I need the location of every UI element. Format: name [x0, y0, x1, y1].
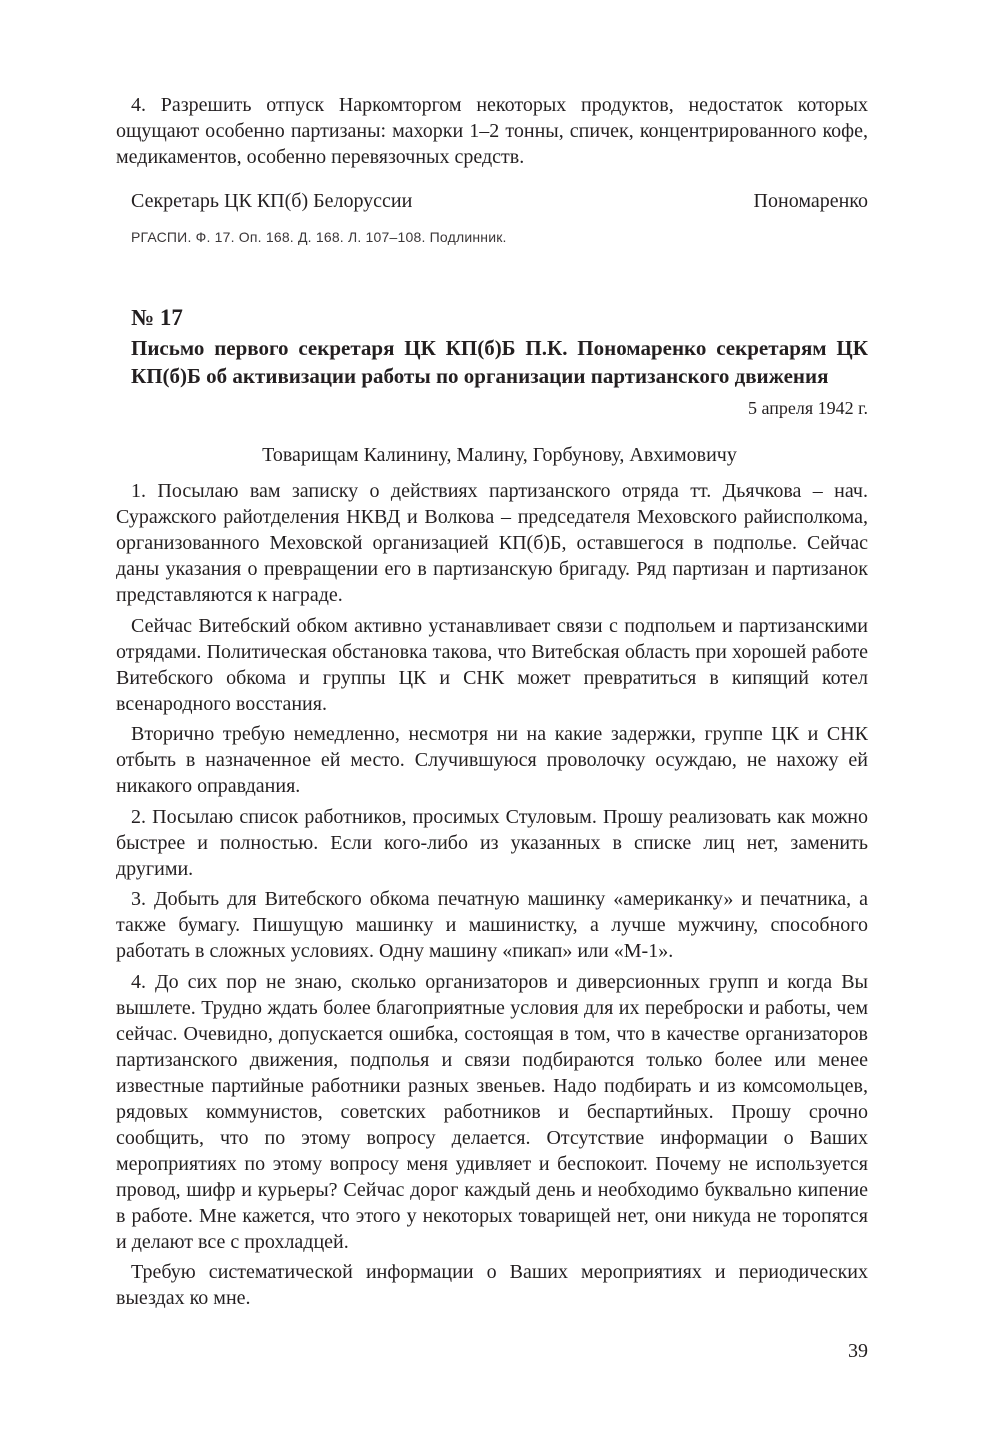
book-page: [116, 92, 868, 1316]
body-paragraph: Вторично требую немедленно, несмотря ни на какие задержки, группе ЦК и СНК отбыть в назначенное ей место. Случившуюся проволочку осуждаю, не нахожу ей никакого оправдания.: [116, 723, 868, 797]
signature-line: [116, 188, 868, 214]
document-body: [116, 478, 868, 1311]
addressee-line: Товарищам Калинину, Малину, Горбунову, Авхимовичу: [262, 444, 737, 466]
body-paragraph: Сейчас Витебский обком активно устанавливает связи с подпольем и партизанскими отрядами. Политическая обстановка такова, что Витебская область при хорошей работе Витебского обкома и группы ЦК и СНК может превратиться в кипящий котел всенародного восстания.: [116, 614, 868, 715]
body-paragraph: 4. До сих пор не знаю, сколько организаторов и диверсионных групп и когда Вы вышлете. Трудно ждать более благоприятные условия для их переброски и работы, чем сейчас. Очевидно, допускается ошибка, состоящая в том, что в качестве организаторов партизанского движения, подполья и связи подбираются только более или менее известные партийные работники разных звеньев. Надо подбирать и из комсомольцев, рядовых коммунистов, советских работников и беспартийных. Прошу срочно сообщить, что по этому вопросу делается. Отсутствие информации о Ваших мероприятиях по этому вопросу меня удивляет и беспокоит. Почему не используется провод, шифр и курьеры? Сейчас дорог каждый день и необходимо буквально кипение в работе. Мне кажется, что этого у некоторых товарищей нет, они никуда не торопятся и делают все с прохладцей.: [116, 970, 868, 1253]
archive-source: РГАСПИ. Ф. 17. Оп. 168. Д. 168. Л. 107–108. Подлинник.: [131, 229, 507, 245]
document-number: № 17: [131, 305, 183, 330]
document-title: Письмо первого секретаря ЦК КП(б)Б П.К. Пономаренко секретарям ЦК КП(б)Б об активизации работы по организации партизанского движения: [131, 336, 868, 388]
closing-paragraph: 4. Разрешить отпуск Наркомторгом некоторых продуктов, недостаток которых ощущают особенно партизаны: махорки 1–2 тонны, спичек, концентрированного кофе, медикаментов, особенно перевязочных средств.: [116, 94, 868, 168]
signature-title: Секретарь ЦК КП(б) Белоруссии: [131, 190, 413, 212]
page-number: 39: [848, 1340, 868, 1362]
body-paragraph: 3. Добыть для Витебского обкома печатную машинку «американку» и печатника, а также бумагу. Пишущую машинку и машинистку, а лучше мужчину, способного работать в сложных условиях. Одну машину «пикап» или «М-1».: [116, 888, 868, 962]
body-paragraph: Требую систематической информации о Ваших мероприятиях и периодических выездах ко мне.: [116, 1261, 868, 1309]
body-paragraph: 2. Посылаю список работников, просимых Стуловым. Прошу реализовать как можно быстрее и полностью. Если кого-либо из указанных в списке лиц нет, заменить другими.: [116, 805, 868, 880]
signature-name: Пономаренко: [753, 190, 868, 212]
document-date: 5 апреля 1942 г.: [748, 398, 868, 418]
previous-document-ending: [116, 92, 868, 246]
body-paragraph: 1. Посылаю вам записку о действиях партизанского отряда тт. Дьячкова – нач. Суражского райотделения НКВД и Волкова – председателя Меховского райисполкома, организованного Меховской организацией КП(б)Б, оставшегося в подполье. Сейчас даны указания о превращении его в партизанскую бригаду. Ряд партизан и партизанок представляются к награде.: [116, 480, 868, 606]
